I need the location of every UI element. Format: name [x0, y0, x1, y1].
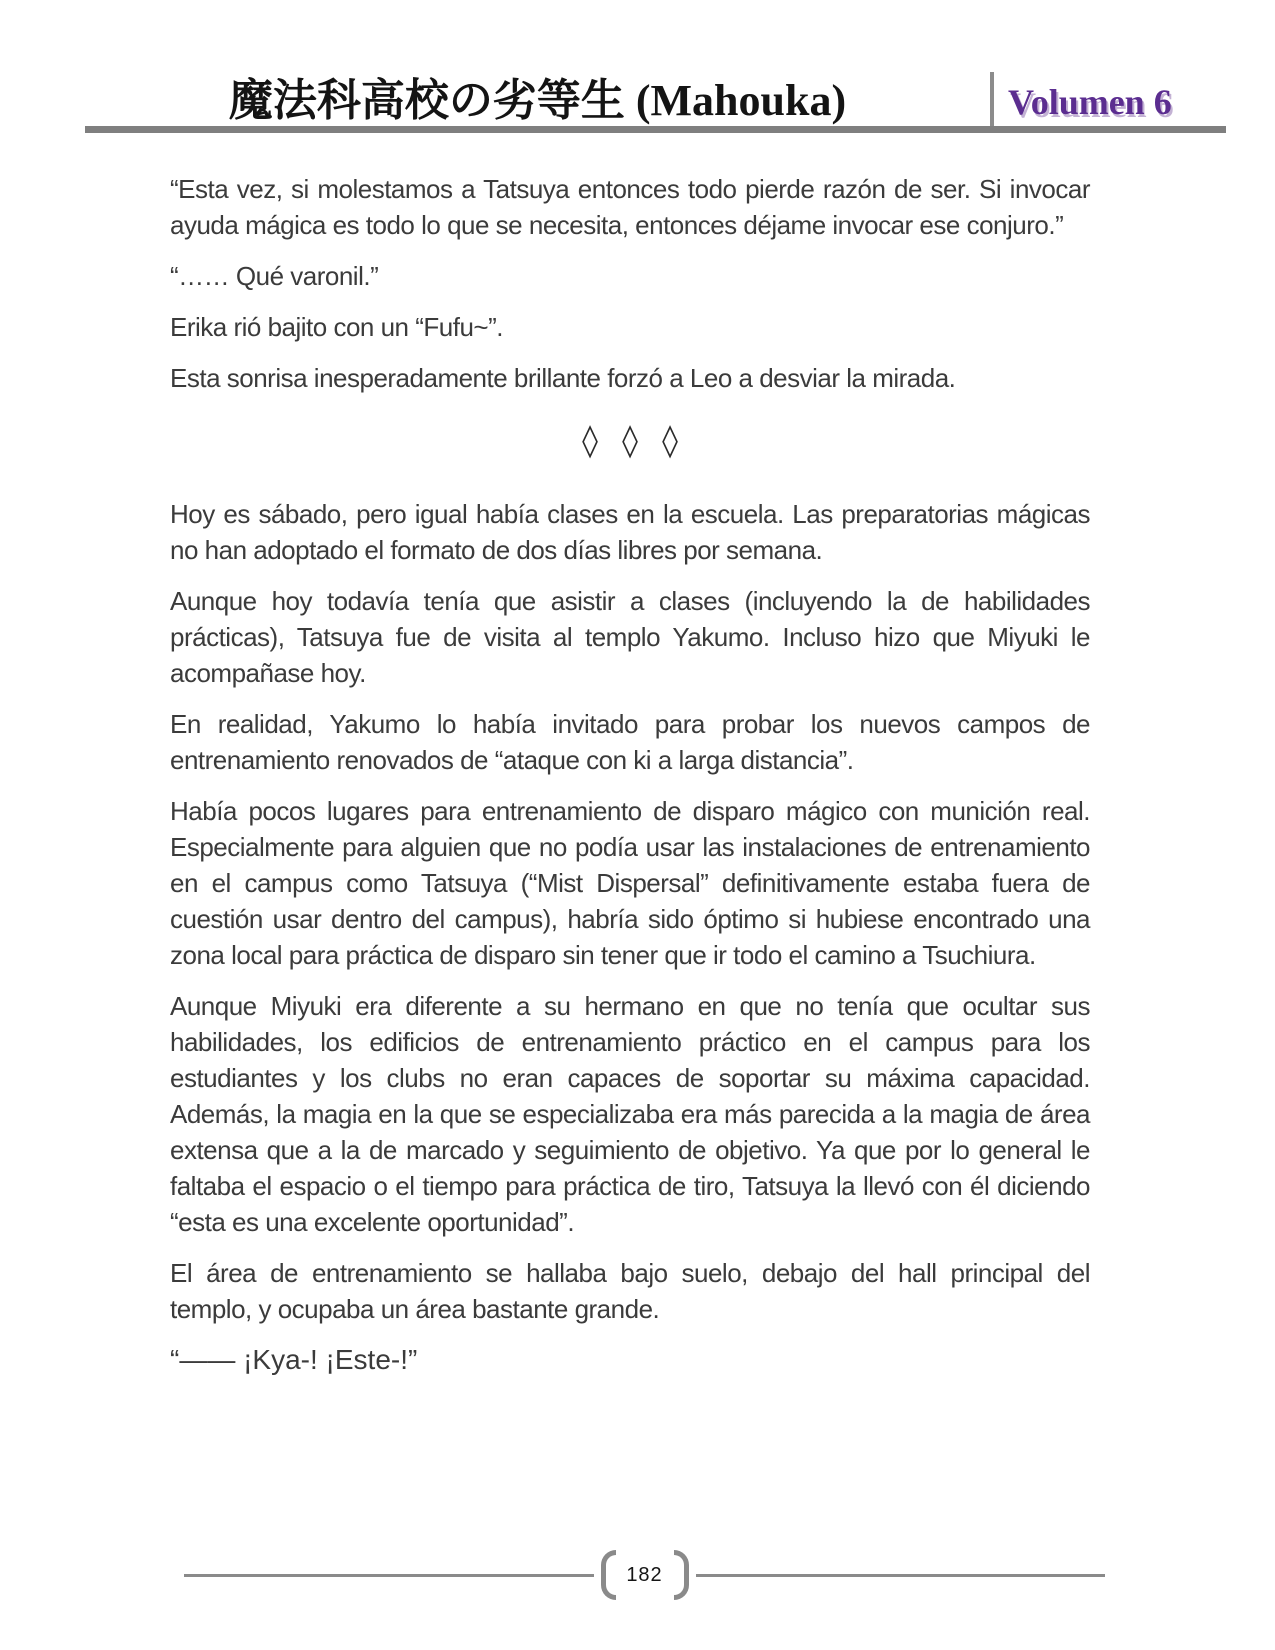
volume-badge — [990, 72, 1226, 126]
paragraph: Esta sonrisa inesperadamente brillante forzó a Leo a desviar la mirada. — [170, 363, 956, 393]
paragraph: “—— ¡Kya-! ¡Este-!” — [170, 1344, 418, 1375]
page-header — [85, 0, 1226, 133]
paragraph: Hoy es sábado, pero igual había clases en la escuela. Las preparatorias mágicas no han adoptado el formato de dos días libres por semana. — [170, 499, 1090, 565]
paragraph: Aunque hoy todavía tenía que asistir a clases (incluyendo la de habilidades prácticas), Tatsuya fue de visita al templo Yakumo. Incluso hizo que Miyuki le acompañase hoy. — [170, 586, 1090, 688]
header-title-area — [85, 0, 990, 126]
paragraph: Erika rió bajito con un “Fufu~”. — [170, 312, 503, 342]
page-footer — [184, 1550, 1105, 1600]
paragraph: En realidad, Yakumo lo había invitado para probar los nuevos campos de entrenamiento renovados de “ataque con ki a larga distancia”. — [170, 709, 1090, 775]
page-content — [170, 171, 1090, 1378]
paragraph: Aunque Miyuki era diferente a su hermano en que no tenía que ocultar sus habilidades, los edificios de entrenamiento práctico en el campus para los estudiantes y los clubs no eran capaces de soportar su máxima capacidad. Además, la magia en la que se especializaba era más parecida a la magia de área extensa que a la de marcado y seguimiento de objetivo. Ya que por lo general le faltaba el espacio o el tiempo para práctica de tiro, Tatsuya la llevó con él diciendo “esta es una excelente oportunidad”. — [170, 991, 1090, 1237]
paragraph: “…… Qué varonil.” — [170, 261, 379, 291]
volume-label: Volumen 6 — [1008, 82, 1172, 122]
left-bracket-icon — [601, 1550, 616, 1600]
right-bracket-icon — [674, 1550, 689, 1600]
section-break-diamonds: ◊ ◊ ◊ — [582, 421, 678, 459]
paragraph: “Esta vez, si molestamos a Tatsuya entonces todo pierde razón de ser. Si invocar ayuda mágica es todo lo que se necesita, entonces déjame invocar ese conjuro.” — [170, 174, 1090, 240]
footer-rule-right — [696, 1574, 1106, 1577]
paragraph: El área de entrenamiento se hallaba bajo suelo, debajo del hall principal del templo, y ocupaba un área bastante grande. — [170, 1258, 1090, 1324]
paragraph: Había pocos lugares para entrenamiento de disparo mágico con munición real. Especialmente para alguien que no podía usar las instalaciones de entrenamiento en el campus como Tatsuya (“Mist Dispersal” definitivamente estaba fuera de cuestión usar dentro del campus), habría sido óptimo si hubiese encontrado una zona local para práctica de disparo sin tener que ir todo el camino a Tsuchiura. — [170, 796, 1090, 970]
page-number: 182 — [626, 1563, 663, 1586]
footer-rule-left — [184, 1574, 594, 1577]
page-title: 魔法科高校の劣等生 (Mahouka) — [228, 76, 847, 125]
